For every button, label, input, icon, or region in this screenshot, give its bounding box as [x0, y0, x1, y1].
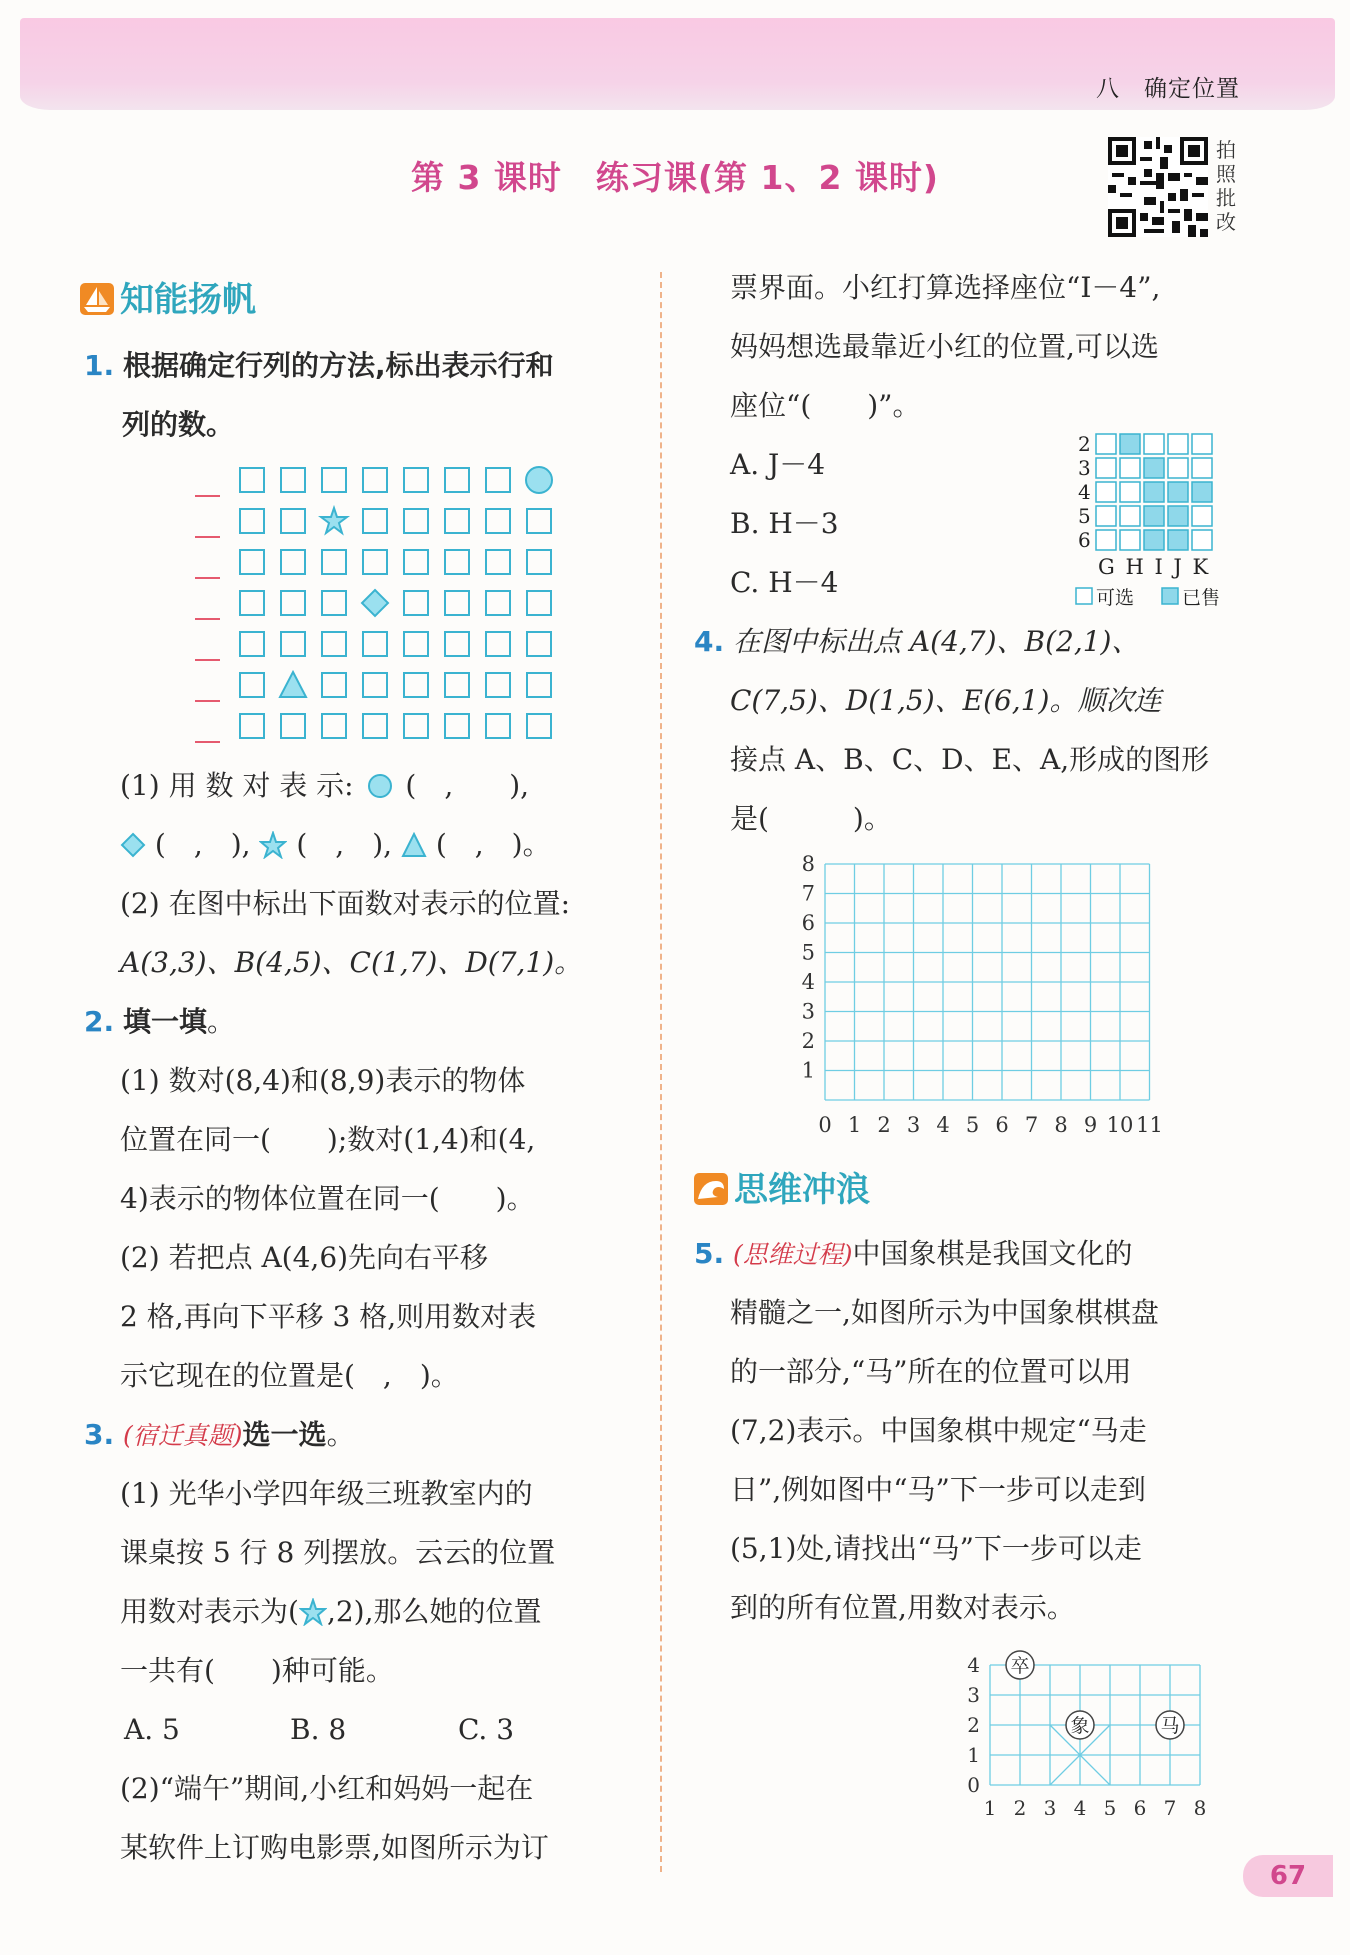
grid-square — [486, 550, 510, 574]
seat-available[interactable] — [1192, 506, 1212, 526]
seat-map-figure — [1070, 428, 1240, 613]
q3-line-3b: ,2),那么她的位置 — [326, 1595, 542, 1628]
x-tick-label: 7 — [1163, 1796, 1177, 1815]
q1-sub1-blank-star[interactable]: ( , ), — [296, 828, 393, 861]
y-tick-label: 1 — [801, 1058, 815, 1083]
seat-sold — [1168, 506, 1188, 526]
grid-square — [486, 673, 510, 697]
seat-row-label: 5 — [1078, 504, 1091, 528]
grid-square — [240, 591, 264, 615]
question-number: 4. — [694, 625, 725, 658]
q1-text: 根据确定行列的方法,标出表示行和 — [123, 349, 554, 382]
seat-available[interactable] — [1120, 530, 1140, 550]
chess-board-figure — [955, 1640, 1255, 1815]
grid-square — [404, 632, 428, 656]
q3-line-4[interactable]: 一共有( )种可能。 — [120, 1654, 394, 1687]
grid-square — [281, 468, 305, 492]
page-number: 67 — [1243, 1855, 1333, 1897]
grid-square — [527, 509, 551, 533]
grid-square — [363, 509, 387, 533]
q3-line-3a: 用数对表示为( — [120, 1595, 299, 1628]
q4-line-3: 接点 A、B、C、D、E、A,形成的图形 — [730, 743, 1210, 776]
q3-option-a[interactable]: A. 5 — [124, 1713, 180, 1746]
y-tick-label: 7 — [801, 881, 815, 906]
q1-grid — [195, 467, 552, 750]
q3-option-b[interactable]: B. 8 — [290, 1713, 347, 1746]
seat-available[interactable] — [1168, 458, 1188, 478]
grid-square — [363, 468, 387, 492]
seat-sold — [1192, 482, 1212, 502]
x-tick-label: 5 — [965, 1113, 980, 1137]
grid-square — [322, 673, 346, 697]
y-tick-label: 0 — [967, 1773, 980, 1797]
q4-line-4[interactable]: 是( )。 — [730, 802, 892, 835]
q5-line-5: 日”,例如图中“马”下一步可以走到 — [730, 1473, 1146, 1506]
q3-line-6: 某软件上订购电影票,如图所示为订 — [120, 1831, 549, 1864]
lesson-title: 第 3 课时 练习课(第 1、2 课时) — [410, 158, 939, 197]
seat-available[interactable] — [1120, 458, 1140, 478]
x-tick-label: 2 — [877, 1113, 891, 1137]
y-tick-label: 4 — [801, 970, 815, 994]
q1-sub1-blank-circle[interactable]: ( , ), — [405, 769, 530, 802]
q1-sub1-blank-diamond[interactable]: ( , ), — [154, 828, 251, 861]
section-title: 知能扬帆 — [120, 280, 256, 320]
x-tick-label: 4 — [936, 1113, 950, 1137]
y-tick-label: 3 — [967, 1683, 980, 1707]
x-tick-label: 0 — [818, 1113, 832, 1137]
seat-available[interactable] — [1096, 458, 1116, 478]
q3-choice-a[interactable]: A. J－4 — [730, 448, 826, 481]
q3-line-2: 课桌按 5 行 8 列摆放。云云的位置 — [120, 1536, 556, 1569]
x-tick-label: 2 — [1013, 1796, 1027, 1815]
y-tick-label: 1 — [967, 1743, 980, 1767]
qr-label: 拍照批改 — [1216, 138, 1236, 234]
legend-sold-swatch — [1162, 588, 1178, 604]
x-tick-label: 3 — [1043, 1796, 1057, 1815]
seat-available[interactable] — [1096, 434, 1116, 454]
y-tick-label: 4 — [967, 1653, 980, 1677]
grid-square — [281, 509, 305, 533]
grid-square — [445, 591, 469, 615]
x-tick-label: 1 — [847, 1113, 862, 1137]
seat-sold — [1144, 458, 1164, 478]
seat-row-label: 2 — [1078, 432, 1091, 456]
q5-line-6: (5,1)处,请找出“马”下一步可以走 — [730, 1532, 1142, 1565]
q1-grid-figure — [190, 460, 560, 750]
q3-title: 选一选 — [242, 1418, 327, 1451]
q2-line-2[interactable]: 位置在同一( );数对(1,4)和(4, — [120, 1123, 536, 1156]
grid-square — [527, 591, 551, 615]
x-tick-label: 11 — [1136, 1113, 1163, 1137]
q4-text-1: 在图中标出点 A(4,7)、B(2,1)、 — [733, 625, 1140, 658]
grid-square — [404, 673, 428, 697]
q3-choice-c[interactable]: C. H－4 — [730, 566, 839, 599]
piece-xiang: 象 — [1070, 1715, 1090, 1737]
grid-square — [240, 673, 264, 697]
q3-title-tail: 。 — [326, 1418, 355, 1451]
circle-shape — [526, 467, 552, 493]
grid-square — [445, 714, 469, 738]
q1-sub1-blank-triangle[interactable]: ( , )。 — [435, 828, 551, 861]
grid-square — [281, 550, 305, 574]
x-tick-label: 7 — [1024, 1113, 1039, 1137]
grid-square — [404, 591, 428, 615]
seat-available[interactable] — [1168, 434, 1188, 454]
q4-coordinate-grid — [800, 855, 1180, 1140]
x-tick-label: 8 — [1054, 1113, 1068, 1137]
q5-source-tag: (思维过程) — [733, 1240, 853, 1269]
sailboat-icon — [80, 283, 114, 315]
q3-right-line-3[interactable]: 座位“( )”。 — [730, 389, 921, 422]
grid-square — [404, 714, 428, 738]
q1-sub1-line-1 — [120, 756, 529, 815]
q3-right-line-2: 妈妈想选最靠近小红的位置,可以选 — [730, 330, 1159, 363]
q2-line-4: (2) 若把点 A(4,6)先向右平移 — [120, 1241, 489, 1274]
chapter-title: 八 确定位置 — [1096, 76, 1240, 102]
grid-square — [527, 714, 551, 738]
q2-title: 填一填 — [123, 1005, 208, 1038]
grid-square — [404, 468, 428, 492]
seat-available[interactable] — [1120, 482, 1140, 502]
seat-available[interactable] — [1096, 506, 1116, 526]
q5-line-1 — [694, 1224, 1133, 1284]
q2-heading — [84, 992, 235, 1051]
q2-line-5: 2 格,再向下平移 3 格,则用数对表 — [120, 1300, 537, 1333]
question-number: 5. — [694, 1237, 725, 1270]
q5-line-2: 精髓之一,如图所示为中国象棋棋盘 — [730, 1296, 1159, 1329]
seat-available[interactable] — [1144, 434, 1164, 454]
q5-line-4: (7,2)表示。中国象棋中规定“马走 — [730, 1414, 1147, 1447]
grid-square — [445, 468, 469, 492]
seat-sold — [1144, 506, 1164, 526]
grid-square — [281, 714, 305, 738]
star-icon — [299, 1598, 327, 1626]
seat-available[interactable] — [1120, 506, 1140, 526]
x-tick-label: 4 — [1073, 1796, 1087, 1815]
grid-square — [363, 673, 387, 697]
q2-line-1: (1) 数对(8,4)和(8,9)表示的物体 — [120, 1064, 526, 1097]
q5-text-1: 中国象棋是我国文化的 — [852, 1237, 1133, 1270]
x-tick-label: 6 — [995, 1113, 1009, 1137]
triangle-shape — [280, 672, 306, 697]
star-icon — [259, 831, 287, 859]
grid-square — [240, 714, 264, 738]
grid-square — [404, 509, 428, 533]
qr-code-icon[interactable] — [1108, 137, 1208, 237]
grid-square — [486, 714, 510, 738]
circle-icon — [367, 773, 393, 799]
grid-square — [404, 550, 428, 574]
y-tick-label: 3 — [801, 999, 815, 1024]
grid-square — [486, 632, 510, 656]
grid-square — [322, 714, 346, 738]
legend-available: 可选 — [1096, 587, 1135, 609]
grid-square — [445, 673, 469, 697]
grid-square — [322, 550, 346, 574]
grid-square — [445, 632, 469, 656]
q1-sub2-line-1: (2) 在图中标出下面数对表示的位置: — [120, 887, 570, 920]
q2-line-6[interactable]: 示它现在的位置是( , )。 — [120, 1359, 459, 1392]
y-tick-label: 8 — [801, 855, 815, 876]
legend-sold: 已售 — [1182, 587, 1221, 609]
y-tick-label: 6 — [801, 911, 815, 935]
grid-square — [281, 591, 305, 615]
q1-sub1-line-2 — [120, 815, 551, 874]
seat-available[interactable] — [1096, 482, 1116, 502]
x-tick-label: 8 — [1193, 1796, 1207, 1815]
seat-sold — [1144, 482, 1164, 502]
grid-square — [445, 509, 469, 533]
diamond-shape — [362, 590, 388, 616]
seat-available[interactable] — [1192, 530, 1212, 550]
q3-option-c[interactable]: C. 3 — [458, 1713, 515, 1746]
q1-line-2: 列的数。 — [122, 408, 235, 441]
grid-square — [240, 509, 264, 533]
question-number: 2. — [84, 1005, 115, 1038]
section-heading-2 — [694, 1162, 870, 1211]
seat-available[interactable] — [1192, 434, 1212, 454]
q3-line-5: (2)“端午”期间,小红和妈妈一起在 — [120, 1772, 534, 1805]
q3-line-3 — [120, 1582, 541, 1641]
q4-line-2: C(7,5)、D(1,5)、E(6,1)。顺次连 — [730, 684, 1162, 717]
question-number: 1. — [84, 349, 115, 382]
question-number: 3. — [84, 1418, 115, 1451]
q3-choice-b[interactable]: B. H－3 — [730, 507, 839, 540]
seat-row-label: 4 — [1078, 480, 1091, 504]
seat-available[interactable] — [1192, 458, 1212, 478]
grid-square — [527, 550, 551, 574]
grid-square — [363, 550, 387, 574]
seat-sold — [1120, 434, 1140, 454]
grid-square — [527, 673, 551, 697]
grid-square — [322, 468, 346, 492]
grid-square — [281, 632, 305, 656]
seat-map — [1078, 432, 1212, 552]
q1-line-1 — [84, 336, 554, 395]
seat-available[interactable] — [1096, 530, 1116, 550]
piece-zu: 卒 — [1010, 1655, 1030, 1677]
q2-line-3[interactable]: 4)表示的物体位置在同一( )。 — [120, 1182, 535, 1215]
grid-square — [322, 591, 346, 615]
wave-icon — [694, 1173, 728, 1205]
diamond-icon — [120, 832, 146, 858]
seat-sold — [1144, 530, 1164, 550]
seat-col-labels: G H I J K — [1098, 555, 1211, 579]
grid-square — [445, 550, 469, 574]
y-tick-label: 5 — [801, 940, 815, 965]
q4-line-1 — [694, 612, 1139, 671]
y-tick-label: 2 — [967, 1713, 980, 1737]
triangle-icon — [401, 832, 427, 858]
section-title: 思维冲浪 — [734, 1170, 870, 1210]
x-tick-label: 9 — [1083, 1113, 1098, 1137]
star-shape — [321, 508, 347, 533]
q3-right-line-1: 票界面。小红打算选择座位“I－4”, — [730, 271, 1161, 304]
seat-row-label: 6 — [1078, 528, 1091, 552]
column-divider — [660, 272, 662, 1872]
grid-square — [486, 468, 510, 492]
grid-square — [527, 632, 551, 656]
grid-square — [486, 591, 510, 615]
grid-square — [240, 632, 264, 656]
seat-sold — [1168, 530, 1188, 550]
q3-line-1: (1) 光华小学四年级三班教室内的 — [120, 1477, 533, 1510]
piece-ma: 马 — [1160, 1715, 1180, 1737]
grid-square — [363, 632, 387, 656]
q5-line-7: 到的所有位置,用数对表示。 — [730, 1591, 1075, 1624]
seat-sold — [1168, 482, 1188, 502]
q3-heading — [84, 1405, 355, 1465]
x-tick-label: 6 — [1133, 1796, 1147, 1815]
section-heading-1 — [80, 272, 256, 321]
q4-grid — [802, 855, 1163, 1137]
grid-square — [486, 509, 510, 533]
x-tick-label: 3 — [906, 1113, 921, 1137]
legend-available-swatch — [1076, 588, 1092, 604]
seat-row-label: 3 — [1078, 456, 1091, 480]
q2-title-tail: 。 — [207, 1005, 236, 1038]
grid-square — [240, 468, 264, 492]
chess-grid — [967, 1651, 1206, 1815]
x-tick-label: 5 — [1103, 1796, 1117, 1815]
x-tick-label: 10 — [1106, 1113, 1134, 1137]
grid-square — [322, 632, 346, 656]
y-tick-label: 2 — [801, 1029, 815, 1053]
q1-sub2-line-2: A(3,3)、B(4,5)、C(1,7)、D(7,1)。 — [120, 946, 583, 979]
x-tick-label: 1 — [983, 1796, 997, 1815]
grid-square — [363, 714, 387, 738]
q3-source-tag: (宿迁真题) — [123, 1421, 243, 1450]
q1-sub1-text: (1) 用 数 对 表 示: — [120, 769, 354, 802]
q5-line-3: 的一部分,“马”所在的位置可以用 — [730, 1355, 1132, 1388]
grid-square — [240, 550, 264, 574]
